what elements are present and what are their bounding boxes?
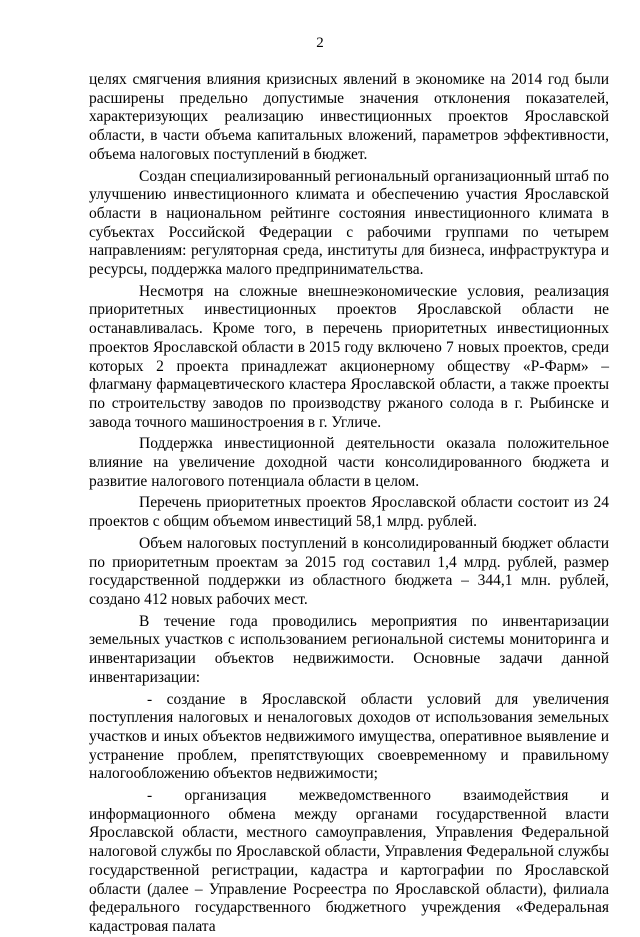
paragraph-project-list: Перечень приоритетных проектов Ярославской области состоит из 24 проектов с общим объемом инвестиций 58,1 млрд. рублей. bbox=[89, 494, 609, 531]
paragraph-investment-support: Поддержка инвестиционной деятельности оказала положительное влияние на увеличение доходной части консолидированного бюджета и развитие налогового потенциала области в целом. bbox=[89, 435, 609, 490]
list-item-interagency-cooperation: - организация межведомственного взаимодействия и информационного обмена между органами государственной власти Ярославской области, местного самоуправления, Управления Федеральной налоговой службы по Ярославской области, Управления Федеральной службы государственной регистрации, кадастра и картографии по Ярославской области (далее – Управление Росреестра по Ярославской области), филиала федерального государственного бюджетного учреждения «Федеральная кадастровая палата bbox=[89, 787, 609, 935]
paragraph-regional-headquarters: Создан специализированный региональный организационный штаб по улучшению инвестиционного климата и обеспечению участия Ярославской области в национальном рейтинге состояния инвестиционного климата в субъектах Российской Федерации с рабочими группами по четырем направлениям: регуляторная среда, институты для бизнеса, инфраструктура и ресурсы, поддержка малого предпринимательства. bbox=[89, 167, 609, 279]
paragraph-crisis-measures: целях смягчения влияния кризисных явлений в экономике на 2014 год были расширены предельно допустимые значения отклонения показателей, характеризующих реализацию инвестиционных проектов Ярославской области, в части объема капитальных вложений, параметров эффективности, объема налоговых поступлений в бюджет. bbox=[89, 71, 609, 163]
list-item-conditions: - создание в Ярославской области условий для увеличения поступления налоговых и неналоговых доходов от использования земельных участков и иных объектов недвижимого имущества, оперативное выявление и устранение проблем, препятствующих своевременному и правильному налогообложению объектов недвижимости; bbox=[89, 690, 609, 783]
paragraph-tax-revenue: Объем налоговых поступлений в консолидированный бюджет области по приоритетным проектам за 2015 год составил 1,4 млрд. рублей, размер государственной поддержки из областного бюджета – 344,1 млн. рублей, создано 412 новых рабочих мест. bbox=[89, 534, 609, 608]
body-text bbox=[89, 71, 609, 937]
paragraph-land-inventory: В течение года проводились мероприятия по инвентаризации земельных участков с использованием региональной системы мониторинга и инвентаризации объектов недвижимости. Основные задачи данной инвентаризации: bbox=[89, 612, 609, 686]
page-number: 2 bbox=[316, 35, 324, 51]
paragraph-priority-projects: Несмотря на сложные внешнеэкономические условия, реализация приоритетных инвестиционных проектов Ярославской области не останавливалась. Кроме того, в перечень приоритетных инвестиционных проектов Ярославской области в 2015 году включено 7 новых проектов, среди которых 2 проекта принадлежат акционерному обществу «Р-Фарм» – флагману фармацевтического кластера Ярославской области, а также проекты по строительству заводов по производству ржаного солода в г. Рыбинске и завода точного машиностроения в г. Угличе. bbox=[89, 282, 609, 431]
